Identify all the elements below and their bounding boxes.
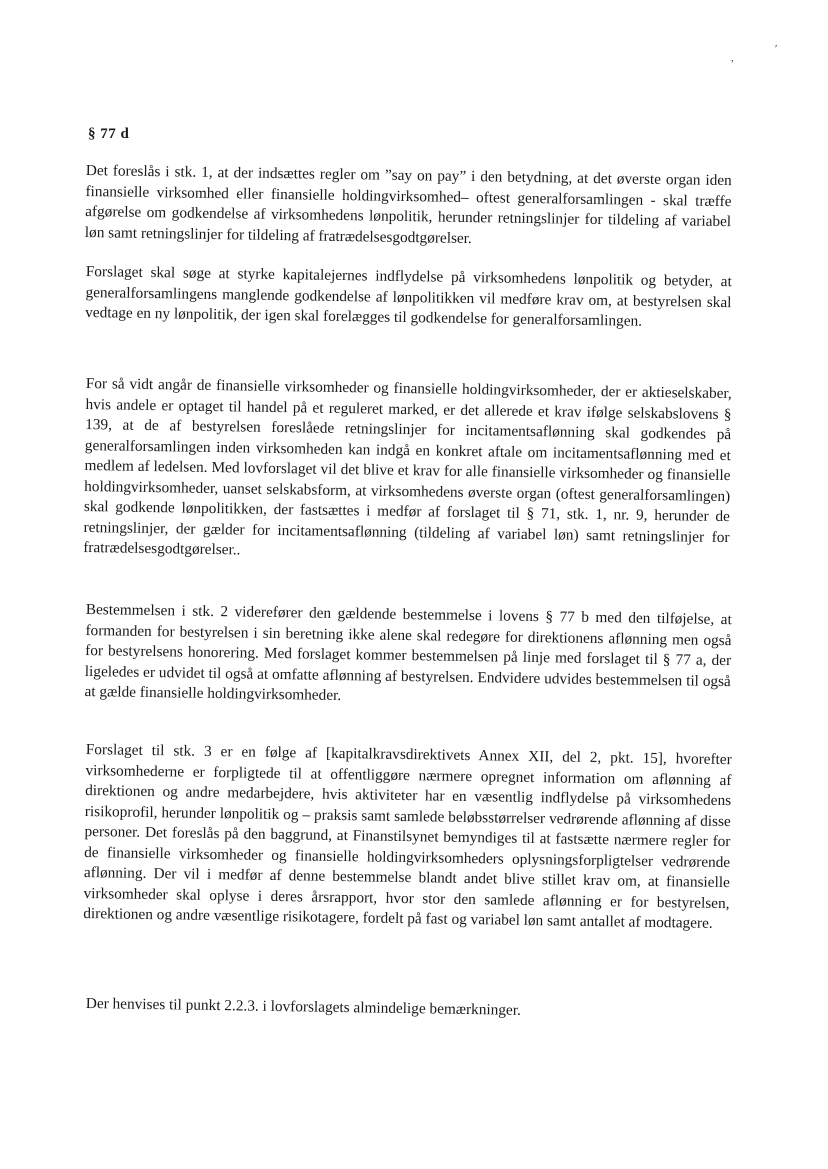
margin-mark: ,: [731, 52, 734, 64]
paragraph-listed-companies: For så vidt angår de finansielle virksomheder og finansielle holdingvirksomheder, der er aktieselskaber, hvis andele er optaget til handel på et reguleret marked, er det allerede et krav ifølge selskabslovens § 139, at de af bestyrelsen foreslåede retningslinjer for incitamentsaflønning skal godkendes på generalforsamlingen inden virksomheden kan indgå en konkret aftale om incitamentsaflønning med et medlem af ledelsen. Med lovforslaget vil det blive et krav for alle finansielle virksomheder og finansielle holdingvirksomheder, uanset selskabsform, at virksomhedens øverste organ (oftest generalforsamlingen) skal godkende lønpolitikken, der fastsættes i medfør af forslaget til § 71, stk. 1, nr. 9, herunder de retningslinjer, der gælder for incitamentsaflønning (tildeling af variabel løn) samt retningslinjer for fratrædelsesgodtgørelser..: [83, 375, 732, 559]
paragraph-stk-2: Bestemmelsen i stk. 2 viderefører den gældende bestemmelse i lovens § 77 b med den tilføjelse, at formanden for bestyrelsen i sin beretning ikke alene skal redegøre for direktionens aflønning men også for bestyrelsens honorering. Med forslaget kommer bestemmelsen på linje med forslaget til § 77 a, der ligeledes er udvidet til også at omfatte aflønning af bestyrelsen. Endvidere udvides bestemmelsen til også at gælde finansielle holdingvirksomheder.: [84, 601, 732, 705]
margin-mark: ʹ: [775, 43, 778, 55]
paragraph-shareholder-influence: Forslaget skal søge at styrke kapitalejernes indflydelse på virksomhedens lønpolitik og betyder, at generalforsamlingens manglende godkendelse af lønpolitikken vil medføre krav om, at bestyrelsen skal vedtage en ny lønpolitik, der igen skal forelægges til godkendelse for generalforsamlingen.: [85, 263, 732, 331]
paragraph-reference: Der henvises til punkt 2.2.3. i lovforslagets almindelige bemærkninger.: [85, 995, 521, 1020]
paragraph-stk-3: Forslaget til stk. 3 er en følge af [kapitalkravsdirektivets Annex XII, del 2, pkt. 15], hvorefter virksomhederne er forpligtede til at offentliggøre nærmere opregnet information om aflønning af direktionen og andre medarbejdere, hvis aktiviteter har en væsentlig indflydelse på virksomhedens risikoprofil, herunder lønpolitik og – praksis samt samlede beløbsstørrelser vedrørende aflønning af disse personer. Det foreslås på den baggrund, at Finanstilsynet bemyndiges til at fastsætte nærmere regler for de finansielle virksomheder og finansielle holdingvirksomheders oplysningsforpligtelser vedrørende aflønning. Der vil i medfør af denne bestemmelse blandt andet blive stillet krav om, at finansielle virksomheder skal oplyse i deres årsrapport, hvor stor den samlede aflønning er for bestyrelsen, direktionen og andre væsentlige risikotagere, fordelt på fast og variabel løn samt antallet af modtagere.: [83, 741, 732, 933]
section-heading: § 77 d: [88, 126, 130, 142]
paragraph-say-on-pay: Det foreslås i stk. 1, at der indsættes regler om ”say on pay” i den betydning, at det øverste organ iden finansielle virksomhed eller finansielle holdingvirksomhed– oftest generalforsamlingen - skal træffe afgørelse om godkendelse af virksomhedens lønpolitik, herunder retningslinjer for tildeling af variabel løn samt retningslinjer for tildeling af fratrædelsesgodtgørelser.: [84, 162, 732, 247]
